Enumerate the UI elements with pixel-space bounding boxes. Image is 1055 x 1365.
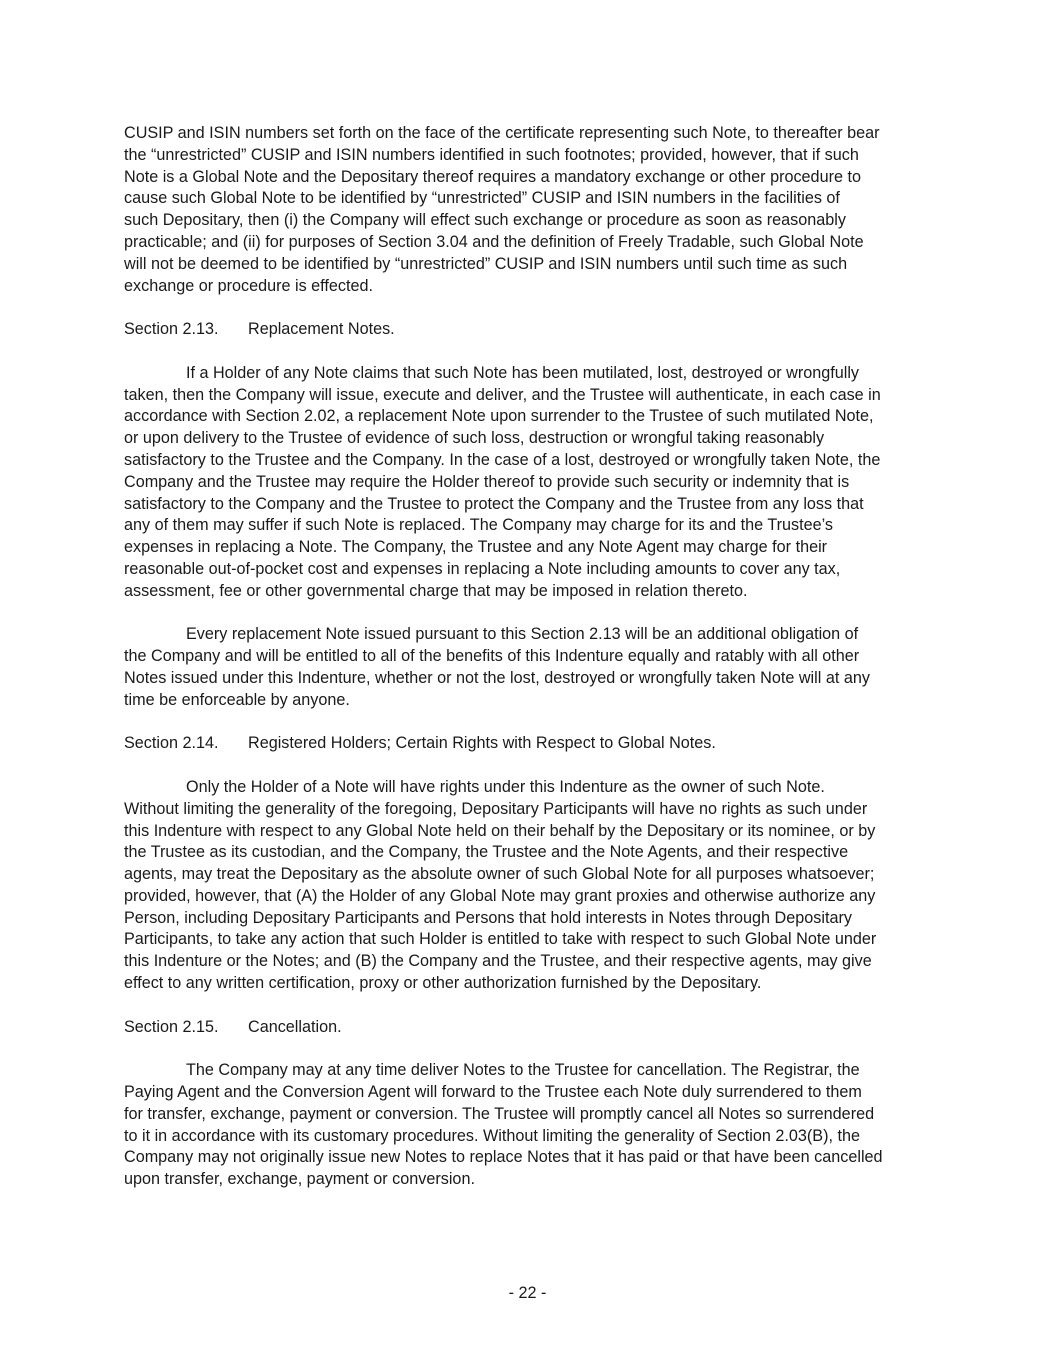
paragraph-registered-holders: Only the Holder of a Note will have rights under this Indenture as the owner of such Note. Without limiting the generality of the foregoing, Depositary Participants will have no rights as such under this Indenture with respect to any Global Note held on their behalf by the Depositary or its nominee, or by the Trustee as its custodian, and the Company, the Trustee and the Note Agents, and their respective agents, may treat the Depositary as the absolute owner of such Global Note for all purposes whatsoever; provided, however, that (A) the Holder of any Global Note may grant proxies and otherwise authorize any Person, including Depositary Participants and Persons that hold interests in Notes through Depositary Participants, to take any action that such Holder is entitled to take with respect to such Global Note under this Indenture or the Notes; and (B) the Company and the Trustee, and their respective agents, may give effect to any written certification, proxy or other authorization furnished by the Depositary. xyxy=(124,777,877,993)
section-number: Section 2.15. xyxy=(124,1017,219,1036)
section-title: Registered Holders; Certain Rights with Respect to Global Notes. xyxy=(248,734,716,753)
paragraph-replacement-obligation: Every replacement Note issued pursuant to this Section 2.13 will be an additional obligation of the Company and will be entitled to all of the benefits of this Indenture equally and ratably with all other Notes issued under this Indenture, whether or not the lost, destroyed or wrongfully taken Note will at any time be enforceable by anyone. xyxy=(124,625,870,709)
paragraph-replacement-notes: If a Holder of any Note claims that such Note has been mutilated, lost, destroyed or wrongfully taken, then the Company will issue, execute and deliver, and the Trustee will authenticate, in each case in accordance with Section 2.02, a replacement Note upon surrender to the Trustee of such mutilated Note, or upon delivery to the Trustee of evidence of such loss, destruction or wrongful taking reasonably satisfactory to the Trustee and the Company. In the case of a lost, destroyed or wrongfully taken Note, the Company and the Trustee may require the Holder thereof to provide such security or indemnity that is satisfactory to the Company and the Trustee to protect the Company and the Trustee from any loss that any of them may suffer if such Note is replaced. The Company may charge for its and the Trustee’s expenses in replacing a Note. The Company, the Trustee and any Note Agent may charge for their reasonable out-of-pocket cost and expenses in replacing a Note including amounts to cover any tax, assessment, fee or other governmental charge that may be imposed in relation thereto. xyxy=(124,363,881,600)
section-heading-2-14 xyxy=(124,733,934,755)
section-heading-2-13 xyxy=(124,319,934,341)
paragraph-cancellation: The Company may at any time deliver Notes to the Trustee for cancellation. The Registrar, the Paying Agent and the Conversion Agent will forward to the Trustee each Note duly surrendered to them for transfer, exchange, payment or conversion. The Trustee will promptly cancel all Notes so surrendered to it in accordance with its customary procedures. Without limiting the generality of Section 2.03(B), the Company may not originally issue new Notes to replace Notes that it has paid or that have been cancelled upon transfer, exchange, payment or conversion. xyxy=(124,1061,883,1189)
section-heading-2-15 xyxy=(124,1017,934,1039)
document-page xyxy=(124,123,934,1213)
section-title: Cancellation. xyxy=(248,1017,342,1036)
section-number: Section 2.13. xyxy=(124,320,219,339)
paragraph-cusip-isin: CUSIP and ISIN numbers set forth on the face of the certificate representing such Note, to thereafter bear the “unrestricted” CUSIP and ISIN numbers identified in such footnotes; provided, however, that if such Note is a Global Note and the Depositary thereof requires a mandatory exchange or other procedure to cause such Global Note to be identified by “unrestricted” CUSIP and ISIN numbers in the facilities of such Depositary, then (i) the Company will effect such exchange or procedure as soon as reasonably practicable; and (ii) for purposes of Section 3.04 and the definition of Freely Tradable, such Global Note will not be deemed to be identified by “unrestricted” CUSIP and ISIN numbers until such time as such exchange or procedure is effected. xyxy=(124,124,880,295)
section-title: Replacement Notes. xyxy=(248,320,395,339)
section-number: Section 2.14. xyxy=(124,734,219,753)
page-number: - 22 - xyxy=(508,1284,547,1302)
